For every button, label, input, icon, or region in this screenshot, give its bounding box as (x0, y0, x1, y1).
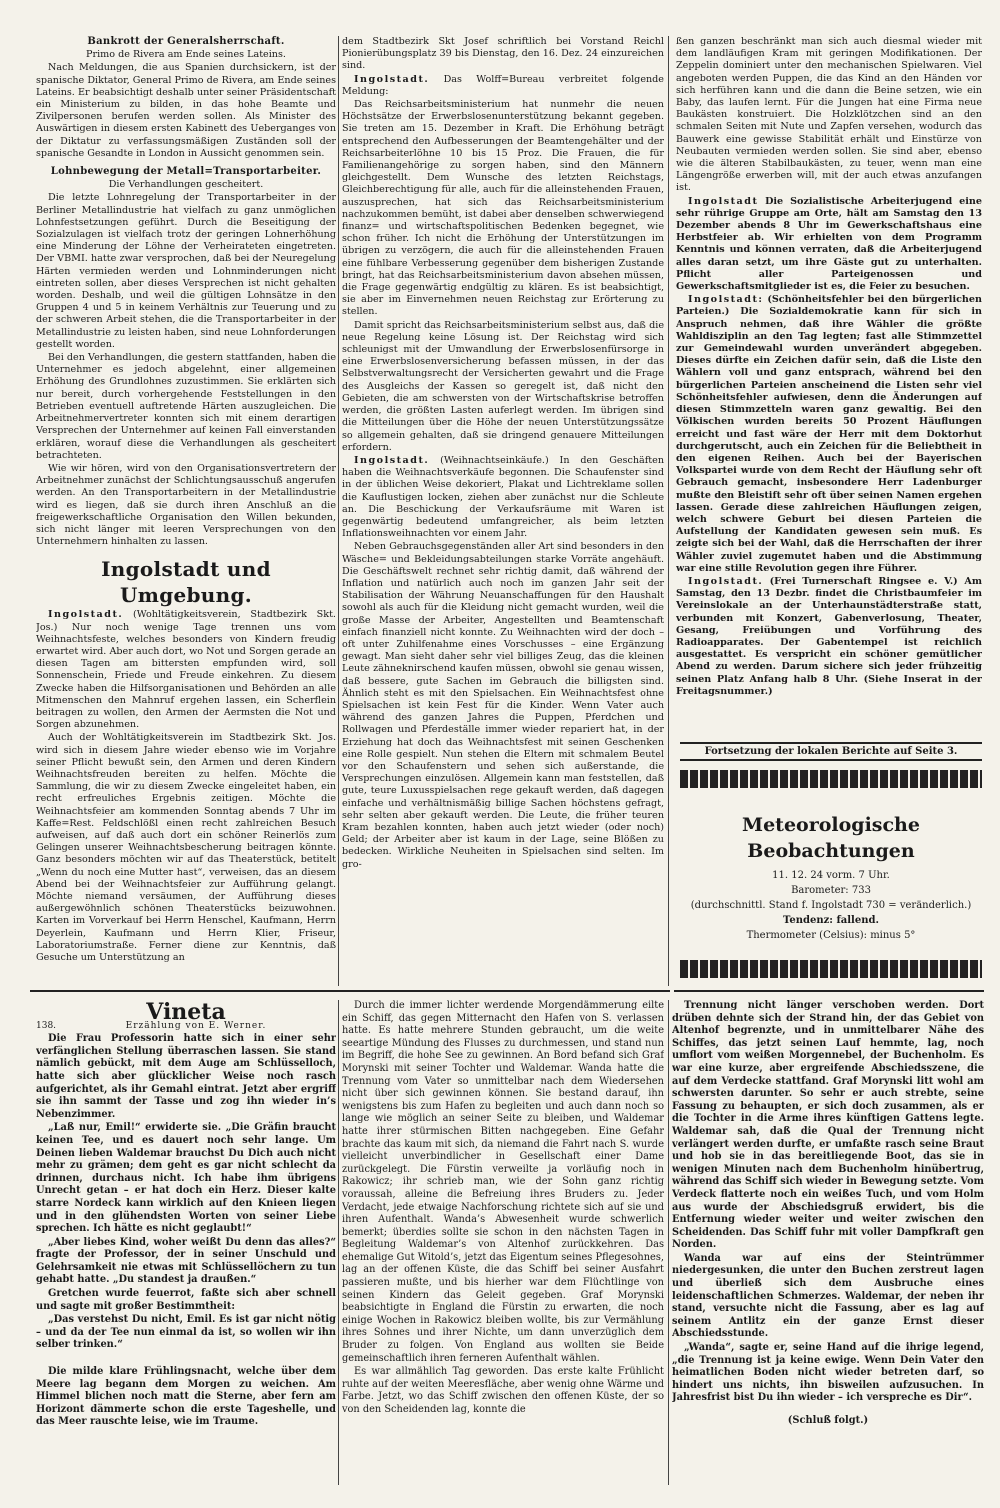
column-divider (668, 36, 669, 986)
weather-barometer: Barometer: 733 (791, 885, 871, 896)
article-gymnastics (676, 576, 982, 698)
dateline: Ingolstadt. (688, 575, 764, 587)
article-election (676, 294, 982, 575)
article-welfare-2: Auch der Wohltätigkeitsverein im Stadtbezirk Skt. Jos. wird sich in diesem Jahre wieder ebenso wie im Vorjahre seiner Pflicht bewußt sein, den Armen und deren Kindern Weihnachtsfreuden bereiten zu helfen. Möchte die Sammlung, die wir zu diesem Zwecke eingeleitet haben, ein recht erfreuliches Ergebnis zeitigen. Möchte die Weihnachtsfeier am kommenden Sonntag abends 7 Uhr im Kaffe=Rest. Feldschlößl einen recht zahlreichen Besuch aufweisen, auf daß auch dort ein schöner Reinerlös zum Gelingen unserer Weihnachtsbescherung beitragen könnte. Ganz besonders möchten wir auf das Theaterstück, betitelt „Wenn du noch eine Mutter hast“, verweisen, das an diesem Abend bei der Weihnachtsfeier zur Aufführung gelangt. Möchte niemand versäumen, der Aufführung dieses außergewöhnlich schönen Theaterstücks beizuwohnen. Karten im Vorverkauf bei Herrn Henschel, Kaufmann, Herrn Deyerlein, Kaufmann und Herrn Klier, Friseur, Laboratoriumstraße. Ferner diene zur Kenntnis, daß Gesuche um Unterstützung an (36, 732, 336, 964)
serial-paragraph: „Wanda“, sagte er, seine Hand auf die ihrige legend, „die Trennung ist ja keine ewige. Wenn Dein Vater den heimatlichen Boden nicht wieder betreten darf, so hindert uns nichts, ihn bisweilen aufzusuchen. In Jahresfrist bist Du ihn wieder – ich verspreche es Dir“. (672, 1342, 984, 1404)
article-wolff (342, 74, 664, 98)
serial-paragraph: Es war allmählich Tag geworden. Das erste kalte Frühlicht ruhte auf der weiten Meeresfläche, aber wenig ohne Wärme und Farbe. Jetzt, wo das Schiff zwischen den offenen Küste, der so von den Scheidenden lag, konnte die (342, 1366, 664, 1415)
serial-column-2 (342, 1000, 664, 1485)
subheadline-spain: Primo de Rivera am Ende seines Lateins. (86, 49, 286, 61)
serial-title: Vineta (146, 1000, 226, 1025)
serial-paragraph: Die milde klare Frühlingsnacht, welche über dem Meere lag begann dem Morgen zu weichen. Am Himmel blichen noch matt die Sterne, aber fern am Horizont dämmerte schon die erste Tageshelle, und das Meer rauschte leise, wie im Traume. (36, 1366, 336, 1428)
serial-paragraph: Gretchen wurde feuerrot, faßte sich aber schnell und sagte mit großer Bestimmtheit: (36, 1288, 336, 1312)
serial-paragraph: Durch die immer lichter werdende Morgendämmerung eilte ein Schiff, das gegen Mitternacht den Hafen von S. verlassen hatte. Es hatte mehrere Stunden gebraucht, um die weite seeartige Mündung des Flusses zu durchmessen, und stand nun im Begriff, die hohe See zu gewinnen. An Bord befand sich Graf Morynski mit seiner Tochter und Waldemar. Wanda hatte die Trennung vom Vater so unmittelbar nach dem Wiedersehen nicht über sich gewinnen können. Sie bestand darauf, ihn wenigstens bis zum Hafen zu begleiten und auch dann noch so lange wie möglich an seiner Seite zu bleiben, und Waldemar hatte ihrer stürmischen Bitten nachgegeben. Eine Gefahr brachte das kaum mit sich, da niemand die Fahrt nach S. wurde vielleicht unverbindlicher in Gesellschaft einer Dame zurückgelegt. Die Fürstin verweilte ja vorläufig noch in Rakowicz; ihr schrieb man, wie der Sohn ganz richtig voraussah, alleine die Befreiung ihres Bruders zu. Jeder Verdacht, jede etwaige Nachforschung richtete sich auf sie und ihren Aufenthalt. Wanda’s Abwesenheit wurde schwerlich bemerkt; überdies sollte sie schon in den nächsten Tagen in Begleitung Waldemar’s von Altenhof zurückkehren. Das ehemalige Gut Witold’s, jetzt das Eigentum seines Pflegesohnes, lag an der offenen Küste, die das Schiff bei seiner Ausfahrt passieren mußte, und bis hierher war dem Flüchtlinge von seinen Kindern das Geleit gegeben. Graf Morynski beabsichtigte in England die Fürstin zu erwarten, die noch einige Wochen in Rakowicz bleiben wollte, bis zur Vermählung ihres Sohnes und ihrer Nichte, um dann unverzüglich dem Bruder zu folgen. Von England aus wollten sie Beide gemeinschaftlich ihren ferneren Aufenthalt wählen. (342, 1000, 664, 1364)
weather-title: Meteorologische Beobachtungen (742, 814, 920, 862)
column-1 (36, 36, 336, 986)
article-welfare-3: dem Stadtbezirk Skt Josef schriftlich bei Vorstand Reichl Pionierübungsplatz 39 bis Dienstag, den 16. Dez. 24 einzureichen sind. (342, 36, 664, 72)
article-christmas-1 (342, 455, 664, 540)
article-christmas-text: (Weihnachtseinkäufe.) In den Geschäften haben die Weihnachtsverkäufe begonnen. Die Schaufenster sind in der üblichen Weise dekoriert, Plakat und Lichtreklame sollen die Kauflustigen locken, ziehen aber zunächst nur die Schleute an. Die Beschickung der Verkaufsräume mit Waren ist gegenwärtig bedeutend umfangreicher, als beim letzten Inflationsweihnachten vor einem Jahr. (342, 454, 664, 540)
article-transport-2: Bei den Verhandlungen, die gestern stattfanden, haben die Unternehmer es jedoch abgelehnt, einer allgemeinen Erhöhung des Grundlohnes zuzustimmen. Sie erklärten sich nur bereit, durch vorhergehende Feststellungen in den Betrieben eventuell auftretende Härten auszugleichen. Die Arbeitnehmervertreter konnten sich mit einem derartigen Versprechen der Unternehmer auf keinen Fall einverstanden erklären, worauf diese die Verhandlungen als gescheitert betrachteten. (36, 352, 336, 461)
serial-end-note: (Schluß folgt.) (787, 1415, 869, 1426)
subheadline-transport: Die Verhandlungen gescheitert. (108, 179, 264, 191)
headline-transport: Lohnbewegung der Metall=Transportarbeiter. (50, 166, 322, 178)
article-transport-1: Die letzte Lohnregelung der Transportarbeiter in der Berliner Metallindustrie hat vielfach zu ganz unmöglichen Lohnfestsetzungen geführt. Durch die Beseitigung der Sozialzulagen ist vielfach trotz der geringen Lohnerhöhung eine Minderung der Löhne der Verheirateten eingetreten. Der VBMI. hatte zwar versprochen, daß bei der Neuregelung Härten vermieden werden und Lohnminderungen nicht eintreten sollen, aber dieses Versprechen ist nicht gehalten worden. Deshalb, und weil die gültigen Lohnsätze in den Gruppen 4 und 5 in keinem Verhältnis zur Teuerung und zu der schweren Arbeit stehen, die die Transportarbeiter in der Metallindustrie zu leisten haben, sind neue Lohnforderungen gestellt worden. (36, 192, 336, 350)
dateline: Ingolstadt. (48, 609, 124, 621)
section-divider (30, 990, 670, 992)
section-divider (674, 990, 984, 992)
weather-box (680, 812, 982, 943)
article-wolff-text: Das Wolff=Bureau verbreitet folgende Meldung: (342, 73, 664, 97)
continuation-note: Fortsetzung der lokalen Berichte auf Seite 3. (680, 742, 982, 761)
article-unemployment-2: Damit spricht das Reichsarbeitsministerium selbst aus, daß die neue Regelung keine Lösung ist. Der Reichstag wird sich schleunigst mit der Umwandlung der Erwerbslosenfürsorge in eine Erwerbslosenversicherung befassen müssen, in der das Selbstverwaltungsrecht der Versicherten gewahrt und die Frage des Ausgleichs der Kassen so geregelt ist, daß nicht den Gebieten, die am schwersten von der Wirtschaftskrise betroffen werden, die größten Lasten auferlegt werden. Im übrigen sind die Mitteilungen über die Höhe der neuen Unterstützungssätze so allgemein gehalten, daß sie dringend genauere Mitteilungen erfordern. (342, 319, 664, 453)
weather-stand: (durchschnittl. Stand f. Ingolstadt 730 = veränderlich.) (690, 900, 972, 911)
article-gymnastics-text: (Frei Turnerschaft Ringsee e. V.) Am Samstag, den 13 Dezbr. findet die Christbaumfeier im Vereinslokale an der Unterhaunstädterstraße statt, verbunden mit Konzert, Gabenverlosung, Theater, Gesang, Freiübungen und Vorführung des Radioapparates. Der Gabentempel ist reichlich ausgestattet. Es verspricht ein schöner gemütlicher Abend zu werden. Darum sichere sich jeder frühzeitig seinen Platz Anfang halb 8 Uhr. (Siehe Inserat in der Freitagsnummer.) (676, 575, 982, 697)
column-divider (338, 1000, 339, 1485)
headline-spain: Bankrott der Generalsherrschaft. (87, 36, 285, 47)
weather-thermometer: Thermometer (Celsius): minus 5° (746, 930, 916, 941)
article-spain: Nach Meldungen, die aus Spanien durchsickern, ist der spanische Diktator, General Primo de Rivera, am Ende seines Lateins. Er beabsichtigt deshalb unter seiner Präsidentschaft ein Ministerium zu bilden, in das hohe Beamte und Zivilpersonen berufen werden sollen. Als Minister des Auswärtigen in diesem ersten Kabinett des Ueberganges von der Diktatur zu verfassungsmäßigen Zuständen soll der spanische Gesandte in London in Aussicht genommen sein. (36, 62, 336, 159)
serial-paragraph: „Laß nur, Emil!“ erwiderte sie. „Die Gräfin braucht keinen Tee, und es dauert noch sehr lange. Um Deinen lieben Waldemar brauchst Du Dich auch nicht mehr zu grämen; dem geht es gar nicht schlecht da drinnen, durchaus nicht. Ich habe ihm übrigens Unrecht getan – er hat doch ein Herz. Dieser kalte starre Nordeck kann wirklich auf den Knieen liegen und in den glühendsten Worten von seiner Liebe sprechen. Ich hätte es nicht geglaubt!“ (36, 1122, 336, 1235)
serial-column-3 (672, 1000, 984, 1485)
article-youth (676, 196, 982, 294)
weather-tendency: Tendenz: fallend. (783, 915, 879, 926)
article-youth-text: Die Sozialistische Arbeiterjugend eine sehr rührige Gruppe am Orte, hält am Samstag den 13 Dezember abends 8 Uhr im Gewerkschaftshaus eine Herbstfeier ab. Wir erhielten von dem Programm Kenntnis und können verraten, daß die Arbeiterjugend alles daran setzt, um ihre Gäste gut zu unterhalten. Pflicht aller Parteigenossen und Gewerkschaftsmitglieder ist es, die Feier zu besuchen. (676, 195, 982, 293)
dateline: Ingolstadt: (688, 294, 764, 306)
serial-meta (36, 1020, 336, 1033)
column-divider (668, 1000, 669, 1485)
article-christmas-3: ßen ganzen beschränkt man sich auch diesmal wieder mit dem landläufigen Kram mit geringen Modifikationen. Der Zeppelin dominiert unter den mechanischen Spielwaren. Viel angeboten werden Puppen, die das Kind an den Händen vor sich herführen kann und die dann die Beine setzen, wie ein Baby, das laufen lernt. Für die Jungen hat eine Firma neue Baukästen konstruiert. Die Holzklötzchen sind an den schmalen Seiten mit Nute und Zapfen versehen, wodurch das Bauwerk eine gewisse Stabilität erhält und Einstürze von Neubauten vermieden werden sollen. Sie sind aber, ebenso wie die älteren Stabilbaukästen, zu teuer, wenn man eine Längengröße erwerben will, mit der auch etwas anzufangen ist. (676, 36, 982, 194)
dateline: Ingolstadt (688, 195, 759, 207)
ornament-border-bottom (680, 960, 982, 978)
article-welfare-1 (36, 609, 336, 731)
article-welfare-text: (Wohltätigkeitsverein, Stadtbezirk Skt. Jos.) Nur noch wenige Tage trennen uns vom Weihnachtsfeste, welches besonders von Kindern freudig erwartet wird. Aber auch dort, wo Not und Sorgen gerade an diesen Tagen am bittersten empfunden wird, soll Sonnenschein, Friede und Freude einkehren. Zu diesem Zwecke haben die Hilfsorganisationen und Behörden an alle Mitmenschen den Mahnruf ergehen lassen, ein Scherflein beitragen zu wollen, den Armen der Aermsten die Not und Sorgen abzunehmen. (36, 609, 336, 731)
column-divider (338, 36, 339, 986)
weather-date: 11. 12. 24 vorm. 7 Uhr. (772, 870, 890, 881)
article-transport-3: Wie wir hören, wird von den Organisationsvertretern der Arbeitnehmer zunächst der Schlichtungsausschuß angerufen werden. An den Transportarbeitern in der Metallindustrie wird es liegen, daß sie durch ihren Anschluß an die freigewerkschaftliche Organisation den Willen bekunden, sich nicht länger mit leeren Versprechungen von den Unternehmern hinhalten zu lassen. (36, 462, 336, 548)
column-3 (676, 36, 982, 776)
article-election-text: (Schönheitsfehler bei den bürgerlichen Parteien.) Die Sozialdemokratie kann für sich in Anspruch nehmen, daß ihre Wähler die größte Wahldisziplin an den Tag legten; fast alle Stimmzettel zur Gemeindewahl wurden unverändert abgegeben. Dieses dürfte ein Zeichen dafür sein, daß die Liste den Wählern voll und ganz entsprach, während bei den bürgerlichen Parteien anscheinend die Listen sehr viel Schönheitsfehler aufwiesen, denn die Änderungen auf diesen Stimmzetteln waren ganz gewaltig. Bei den Völkischen wurden bereits 50 Prozent Häuflungen erreicht und fast wäre der Herr mit dem Doktorhut durchgerutscht, auch ein Zeichen für die Beliebtheit in den eigenen Reihen. Auch bei der Bayerischen Volkspartei wurde von dem Recht der Häuflung sehr oft Gebrauch gemacht, insbesondere Herr Ladenburger mußte den Bleistift sehr oft über seinen Namen ergehen lassen. Gerade diese zahlreichen Häuflungen zeigen, welch schwere Geburt bei diesen Parteien die Aufstellung der Kandidaten gewesen sein muß. Es zeigte sich bei der Wahl, daß die Herrschaften der ihrer Wähler zuviel zugemutet haben und die Abstimmung war eine stille Revolution gegen ihre Führer. (676, 294, 982, 574)
section-title: Ingolstadt und Umgebung. (101, 557, 271, 608)
dateline: Ingolstadt. (354, 454, 430, 466)
column-2 (342, 36, 664, 986)
dateline: Ingolstadt. (354, 73, 430, 85)
serial-number: 138. (36, 1020, 57, 1031)
serial-paragraph: Die Frau Professorin hatte sich in einer sehr verfänglichen Stellung überraschen lassen. Sie stand nämlich gebückt, mit dem Auge am Schlüsselloch, hatte sich aber glücklicher Weise noch rasch aufgerichtet, als ihr Gemahl eintrat. Jetzt aber ergriff sie ihn sammt der Tasse und zog ihn wieder in’s Nebenzimmer. (36, 1033, 336, 1120)
serial-paragraph: „Aber liebes Kind, woher weißt Du denn das alles?“ fragte der Professor, der in seiner Unschuld und Gelehrsamkeit nie etwas mit Schlüssellöchern zu tun gehabt hatte. „Du standest ja draußen.“ (36, 1236, 336, 1286)
article-christmas-2: Neben Gebrauchsgegenständen aller Art sind besonders in den Wäsche= und Bekleidungsabteilungen starke Vorräte angehäuft. Die Geschäftswelt rechnet sehr richtig damit, daß während der Inflation und natürlich auch noch im ganzen Jahr seit der Stabilisation der Währung Neuanschaffungen für den Haushalt sowohl als auch für die Kleidung nicht gemacht wurden, weil die große Masse der Arbeiter, Angestellten und Beamtenschaft einfach finanziell nicht konnte. Zu Weihnachten wird der doch – oft unter Zuhilfenahme eines Vorschusses – eine Ergänzung gewagt. Man sieht daher sehr viel billiges Zeug, das die kleinen Leute zähneknirschend kaufen müssen, obwohl sie genau wissen, daß bessere, gute Sachen im Gebrauch die billigsten sind. Ähnlich steht es mit den Spielsachen. Ein Weihnachtsfest ohne Spielsachen ist kein Fest für die Kinder. Wenn Vater auch während des ganzen Jahres die Puppen, Pferdchen und Rollwagen und Pferdeställe immer wieder repariert hat, in der Erziehung hat doch das Weihnachtsfest mit seinen Geschenken eine Rolle gespielt. Nun stehen die Eltern mit schmalem Beutel vor den Schaufenstern und sehen sich außerstande, die Versprechungen einzulösen. Allgemein kann man feststellen, daß gute, teure Luxusspielsachen rege gekauft werden, daß dagegen einfache und verhältnismäßig billige Sachen höchstens gefragt, sehr selten aber gekauft werden. Die Leute, die früher teuren Kram bezahlen konnten, haben auch jetzt wieder (oder noch) Geld; der Arbeiter aber ist kaum in der Lage, seine Blößen zu bedecken. Wirkliche Neuheiten in Spielsachen sind selten. Im gro- (342, 541, 664, 870)
serial-paragraph: Wanda war auf eins der Steintrümmer niedergesunken, die unter den Buchen zerstreut lagen und überließ sich dem Ausbruche eines leidenschaftlichen Schmerzes. Waldemar, der neben ihr stand, versuchte nicht die Fassung, aber es lag auf seinem Antlitz ein der ganze Ernst dieser Abschiedsstunde. (672, 1252, 984, 1340)
article-unemployment-1: Das Reichsarbeitsministerium hat nunmehr die neuen Höchstsätze der Erwerbslosenunterstützung bekannt gegeben. Sie treten am 15. Dezember in Kraft. Die Erhöhung beträgt entsprechend den Aufbesserungen der Beamtengehälter und der Reichsarbeiterlöhne 10 bis 15 Proz. Die Frauen, die für Familienangehörige zu sorgen haben, sind den Männern gleichgestellt. Dem Wunsche des letzten Reichstags, Gleichberechtigung für alle, auch für die alleinstehenden Frauen, auszusprechen, hat sich das Reichsarbeitsministerium nachzukommen bemüht, ist dabei aber denselben schwerwiegend finanz= und wirtschaftspolitischen Bedenken begegnet, wie schon früher. Ich nicht die Erhöhung der Unterstützungen im übrigen zu verzögern, die auch für die alleinstehenden Frauen eine fühlbare Verbesserung gegenüber dem bisherigen Zustande bringt, hat das Reichsarbeitsministerium davon absehen müssen, die Frage gegenwärtig endgültig zu klären. Es ist beabsichtigt, sie aber im Einvernehmen neuen Reichstag zur Erörterung zu stellen. (342, 99, 664, 318)
serial-paragraph: Trennung nicht länger verschoben werden. Dort drüben dehnte sich der Strand hin, der das Gebiet von Altenhof begrenzte, und in unmittelbarer Nähe des Schiffes, das jetzt seinen Lauf hemmte, lag, noch umflort vom weißen Morgennebel, der Buchenholm. Es war eine kurze, aber ergreifende Abschiedsszene, die auf dem Verdecke stattfand. Graf Morynski litt wohl am schwersten darunter. So sehr er auch strebte, seine Fassung zu behaupten, er sich doch zusammen, als er die Tochter in die Arme ihres künftigen Gattens legte. Waldemar sah, daß die Qual der Trennung nicht verlängert werden durfte, er umfaßte rasch seine Braut und hob sie in das bereitliegende Boot, das sie in wenigen Minuten nach dem Buchenholm hinübertrug, während das Schiff sich wieder in Bewegung setzte. Vom Verdeck flatterte noch ein weißes Tuch, und vom Holm aus wurde der Abschiedsgruß erwidert, bis die Entfernung wieder weiter und weiter zwischen den Scheidenden. Das Schiff fuhr mit voller Dampfkraft gen Norden. (672, 1000, 984, 1251)
serial-column-1 (36, 1000, 336, 1485)
serial-author: Erzählung von E. Werner. (125, 1020, 267, 1031)
serial-paragraph: „Das verstehst Du nicht, Emil. Es ist gar nicht nötig – und da der Tee nun einmal da ist, so wollen wir ihn selber trinken.“ (36, 1314, 336, 1351)
ornament-border-top (680, 770, 982, 788)
